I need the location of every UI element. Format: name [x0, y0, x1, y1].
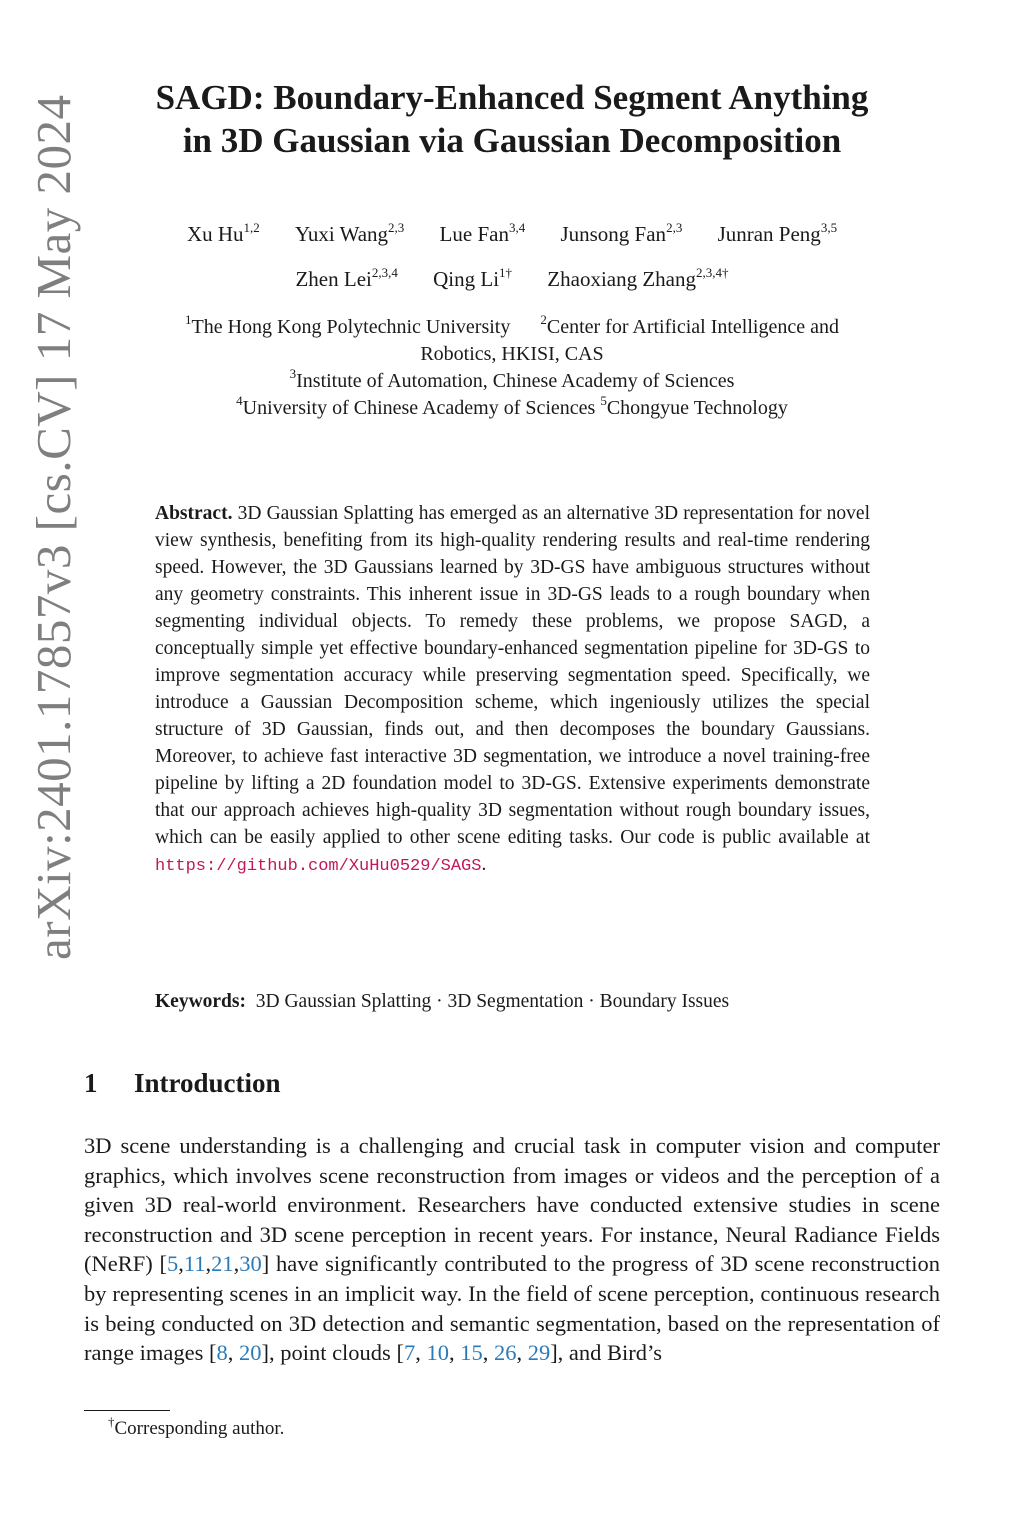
- section-heading: [84, 1065, 281, 1101]
- affiliation: $^3$Institute of Automation, Chinese Academy of Sciences: [289, 366, 735, 392]
- footnote-rule: [84, 1410, 170, 1411]
- author: Qing $Li^{1\dagger}$: [433, 265, 513, 291]
- abstract-label: Abstract.: [155, 503, 233, 524]
- keywords-label: Keywords:: [155, 991, 246, 1012]
- citation-link[interactable]: 10: [426, 1340, 449, 1366]
- citation-link[interactable]: 5: [166, 1251, 179, 1277]
- abstract: Abstract. 3D Gaussian Splatting has emerged as an alternative 3D representation for novel view synthesis, benefiting from its high-quality rendering results and real-time rendering speed. However, the 3D Gaussians learned by 3D-GS have ambiguous structures without any geometry constraints. This inherent issue in 3D-GS leads to a rough boundary when segmenting individual objects. To remedy these problems, we propose SAGD, a conceptually simple yet effective boundary-enhanced segmentation pipeline for 3D-GS to improve segmentation accuracy while preserving segmentation speed. Specifically, we introduce a Gaussian Decomposition scheme, which ingeniously utilizes the special structure of 3D Gaussian, finds out, and then decomposes the boundary Gaussians. Moreover, to achieve fast interactive 3D segmentation, we introduce a novel training-free pipeline by lifting a 2D foundation model to 3D-GS. Extensive experiments demonstrate that our approach achieves high-quality 3D segmentation without rough boundary issues, which can be easily applied to other scene editing tasks. Our code is public available at https://github.com/XuHu0529/SAGS.: [155, 503, 870, 876]
- arxiv-identifier: arXiv:2401.17857v3 [cs.CV] 17 May 2024: [26, 94, 81, 960]
- keywords-text: 3D Gaussian Splatting · 3D Segmentation · Boundary Issues: [255, 991, 730, 1012]
- author: Zhen Lei$^{2,3,4}$: [295, 265, 398, 291]
- keywords: [155, 988, 870, 1015]
- author: Lue Fan$^{3,4}$: [439, 220, 526, 246]
- author: Zhaoxiang Zhang$^{2,3,4\dagger}$: [547, 265, 729, 291]
- citation-link[interactable]: 30: [239, 1251, 262, 1277]
- citation-link[interactable]: 11: [183, 1251, 206, 1277]
- code-link[interactable]: https://github.com/XuHu0529/SAGS: [155, 857, 482, 876]
- abstract-text: 3D Gaussian Splatting has emerged as an alternative 3D representation for novel view synthesis, benefiting from its high-quality rendering results and real-time rendering speed. However, the 3D Gaussians learned by 3D-GS have ambiguous structures without any geometry constraints. This inherent issue in 3D-GS leads to a rough boundary when segmenting individual objects. To remedy these problems, we propose SAGD, a conceptually simple yet effective boundary-enhanced segmentation pipeline for 3D-GS to improve segmentation accuracy while preserving segmentation speed. Specifically, we introduce a Gaussian Decomposition scheme, which ingeniously utilizes the special structure of 3D Gaussian, finds out, and then decomposes the boundary Gaussians. Moreover, to achieve fast interactive 3D segmentation, we introduce a novel training-free pipeline by lifting a 2D foundation model to 3D-GS. Extensive experiments demonstrate that our approach achieves high-quality 3D segmentation without rough boundary issues, which can be easily applied to other scene editing tasks. Our code is public available at: [155, 503, 870, 848]
- section-title: Introduction: [134, 1068, 281, 1098]
- affiliation: $^1$The Hong Kong Polytechnic University: [185, 312, 511, 338]
- intro-paragraph: 3D scene understanding is a challenging and crucial task in computer vision and computer graphics, which involves scene reconstruction from images or videos and the perception of a given 3D real-world environment. Researchers have conducted extensive studies in scene reconstruction and 3D scene perception in recent years. For instance, Neural Radiance Fields (NeRF) [5,11,21,30] have significantly contributed to the progress of 3D scene reconstruction by representing scenes in an implicit way. In the field of scene perception, continuous research is being conducted on 3D detection and semantic segmentation, based on the representation of range images [8, 20], point clouds [7, 10, 15, 26, 29], and Bird’s: [84, 1133, 940, 1366]
- citation-link[interactable]: 15: [460, 1340, 483, 1366]
- author: Junran Peng$^{3,5}$: [717, 220, 838, 246]
- author: Junsong Fan$^{2,3}$: [560, 220, 683, 246]
- citation-link[interactable]: 8: [216, 1340, 228, 1366]
- author: Xu Hu$^{1,2}$: [186, 220, 260, 246]
- citation-link[interactable]: 21: [211, 1251, 234, 1277]
- affiliations: [90, 314, 934, 422]
- citation-link[interactable]: 20: [238, 1340, 262, 1366]
- paper-title: [100, 76, 924, 162]
- affiliation: $^2$Center for Artificial Intelligence and: [540, 312, 839, 338]
- title-line: SAGD: Boundary-Enhanced Segment Anything: [155, 78, 869, 117]
- affiliation: $^5$Chongyue Technology: [600, 393, 788, 419]
- author: Yuxi Wang$^{2,3}$: [295, 220, 405, 246]
- affiliation: $^4$University of Chinese Academy of Sciences: [236, 393, 596, 419]
- author-list: [90, 212, 934, 302]
- citation-link[interactable]: 29: [527, 1340, 551, 1366]
- footnote: †Corresponding author.: [108, 1413, 285, 1439]
- citation-link[interactable]: 7: [403, 1340, 416, 1366]
- section-number: 1: [84, 1068, 98, 1098]
- affiliation: Robotics, HKISI, CAS: [420, 343, 604, 365]
- citation-link[interactable]: 26: [493, 1340, 517, 1366]
- title-line: in 3D Gaussian via Gaussian Decomposition: [182, 121, 842, 160]
